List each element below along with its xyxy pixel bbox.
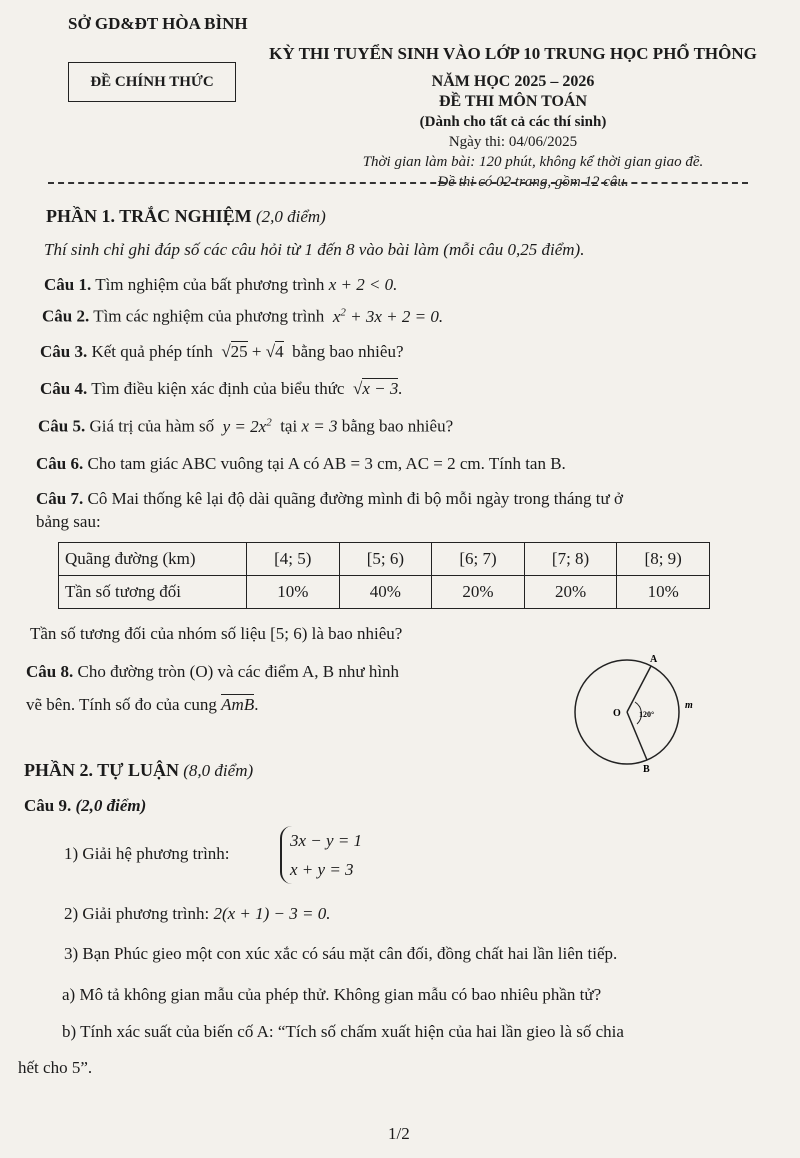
q9-2-math: 2(x + 1) − 3 = 0.	[213, 904, 331, 923]
radius-ob	[627, 712, 647, 760]
q8-text: Cho đường tròn (O) và các điểm A, B như hình	[77, 662, 400, 681]
question-4	[40, 379, 403, 399]
q2-text: Tìm các nghiệm của phương trình	[93, 306, 325, 326]
point-a-label: A	[650, 654, 658, 665]
q2-math: $x^2 + 3x + 2 = 0$.	[328, 306, 444, 326]
q9-part3b-2: hết cho 5”.	[18, 1058, 93, 1077]
point-m-label: m	[685, 700, 693, 711]
official-label: ĐỀ CHÍNH THỨC	[68, 62, 236, 102]
q6-text: Cho tam giác ABC vuông tại A có AB = 3 cm, AC = 2 cm. Tính tan B.	[87, 454, 566, 473]
q5-mid: tại	[280, 416, 298, 436]
q9-points: (2,0 điểm)	[75, 796, 147, 815]
q5-text: Giá trị của hàm số	[89, 416, 215, 436]
exam-title: KỲ THI TUYỂN SINH VÀO LỚP 10 TRUNG HỌC PHỔ THÔNG	[269, 44, 757, 63]
system-eq-1: 3x − y = 1	[290, 831, 363, 850]
q9-part2	[64, 904, 331, 924]
q4-text: Tìm điều kiện xác định của biểu thức	[91, 379, 345, 398]
table-header-cell: Quãng đường (km)	[59, 543, 247, 576]
part2-title: PHẦN 2. TỰ LUẬN	[24, 760, 180, 780]
table-cell: [8; 9)	[617, 543, 710, 576]
table-row	[59, 543, 710, 576]
q3-tail: bằng bao nhiêu?	[292, 342, 404, 361]
q9-label: Câu 9.	[24, 796, 72, 815]
system-eq-2: x + y = 3	[290, 860, 354, 879]
table-cell: 10%	[617, 576, 710, 609]
q3-math: √25 + √4	[217, 342, 284, 361]
header-divider	[48, 182, 748, 184]
part1-points: (2,0 điểm)	[255, 207, 326, 226]
question-3	[40, 342, 404, 362]
question-1	[44, 275, 397, 295]
q2-label: Câu 2.	[42, 306, 90, 326]
q7-question: Tần số tương đối của nhóm số liệu [5; 6) là bao nhiêu?	[30, 624, 403, 643]
q9-part3: 3) Bạn Phúc gieo một con xúc xắc có sáu mặt cân đối, đồng chất hai lần liên tiếp.	[64, 944, 618, 963]
part1-title: PHẦN 1. TRẮC NGHIỆM	[46, 206, 252, 226]
question-5	[38, 416, 453, 437]
q4-math: √x − 3.	[348, 379, 403, 398]
q9-part3b: b) Tính xác suất của biến cố A: “Tích số chấm xuất hiện của hai lần gieo là số chia	[62, 1022, 624, 1041]
q5-function: $y = 2x^2$	[218, 416, 272, 436]
point-o-label: O	[613, 708, 621, 719]
part1-instruction: Thí sinh chỉ ghi đáp số các câu hỏi từ 1 đến 8 vào bài làm (mỗi câu 0,25 điểm).	[44, 240, 585, 259]
q9-2-text: 2) Giải phương trình:	[64, 904, 210, 923]
table-cell: [4; 5)	[247, 543, 340, 576]
q5-x: x = 3	[301, 416, 338, 436]
question-6	[36, 454, 566, 474]
q5-label: Câu 5.	[38, 416, 86, 436]
subject: ĐỀ THI MÔN TOÁN	[438, 93, 588, 110]
q1-math: x + 2 < 0.	[328, 275, 398, 294]
q9-part3a: a) Mô tả không gian mẫu của phép thử. Không gian mẫu có bao nhiêu phần tử?	[62, 985, 602, 1004]
angle-label: 120°	[639, 710, 655, 719]
table-cell: 20%	[432, 576, 525, 609]
q3-label: Câu 3.	[40, 342, 88, 361]
exam-duration: Thời gian làm bài: 120 phút, không kể thời gian giao đề.	[362, 154, 704, 170]
table-row	[59, 576, 710, 609]
q7-text: Cô Mai thống kê lại độ dài quãng đường mình đi bộ mỗi ngày trong tháng tư ở	[87, 489, 623, 508]
q7-text-2: bảng sau:	[36, 512, 101, 531]
exam-date: Ngày thi: 04/06/2025	[448, 134, 578, 150]
q4-label: Câu 4.	[40, 379, 88, 398]
school-year: NĂM HỌC 2025 – 2026	[431, 73, 595, 90]
circle-figure	[555, 652, 705, 772]
q8-label: Câu 8.	[26, 662, 74, 681]
q3-text: Kết quả phép tính	[91, 342, 213, 361]
q8-text2: vẽ bên. Tính số đo của cung	[26, 695, 217, 714]
table-cell: 10%	[247, 576, 340, 609]
question-2	[42, 306, 443, 327]
table-cell: [7; 8)	[524, 543, 617, 576]
q6-label: Câu 6.	[36, 454, 84, 473]
table-header-cell: Tần số tương đối	[59, 576, 247, 609]
equation-system	[280, 826, 362, 884]
point-b-label: B	[643, 764, 650, 772]
table-cell: 40%	[339, 576, 432, 609]
q5-tail: bằng bao nhiêu?	[341, 416, 454, 436]
part2-points: (8,0 điểm)	[183, 761, 254, 780]
q1-text: Tìm nghiệm của bất phương trình	[95, 275, 325, 294]
question-8	[26, 662, 399, 682]
table-cell: [5; 6)	[339, 543, 432, 576]
q9-part1: 1) Giải hệ phương trình:	[64, 844, 230, 863]
q8-text-2: vẽ bên. Tính số đo của cung AmB.	[26, 695, 259, 714]
part2-heading	[24, 760, 253, 781]
question-7	[36, 489, 623, 509]
audience: (Dành cho tất cả các thí sinh)	[419, 114, 607, 130]
q1-label: Câu 1.	[44, 275, 92, 294]
frequency-table	[58, 542, 710, 609]
table-cell: 20%	[524, 576, 617, 609]
table-cell: [6; 7)	[432, 543, 525, 576]
q8-arc: AmB	[221, 695, 255, 714]
page-number: 1/2	[388, 1124, 410, 1143]
department-name: SỞ GD&ĐT HÒA BÌNH	[68, 14, 248, 33]
part1-heading	[46, 206, 326, 227]
exam-header	[268, 44, 758, 192]
exam-pages: Đề thi có 02 trang, gồm 12 câu.	[437, 174, 629, 190]
question-9	[24, 796, 146, 816]
q7-label: Câu 7.	[36, 489, 84, 508]
